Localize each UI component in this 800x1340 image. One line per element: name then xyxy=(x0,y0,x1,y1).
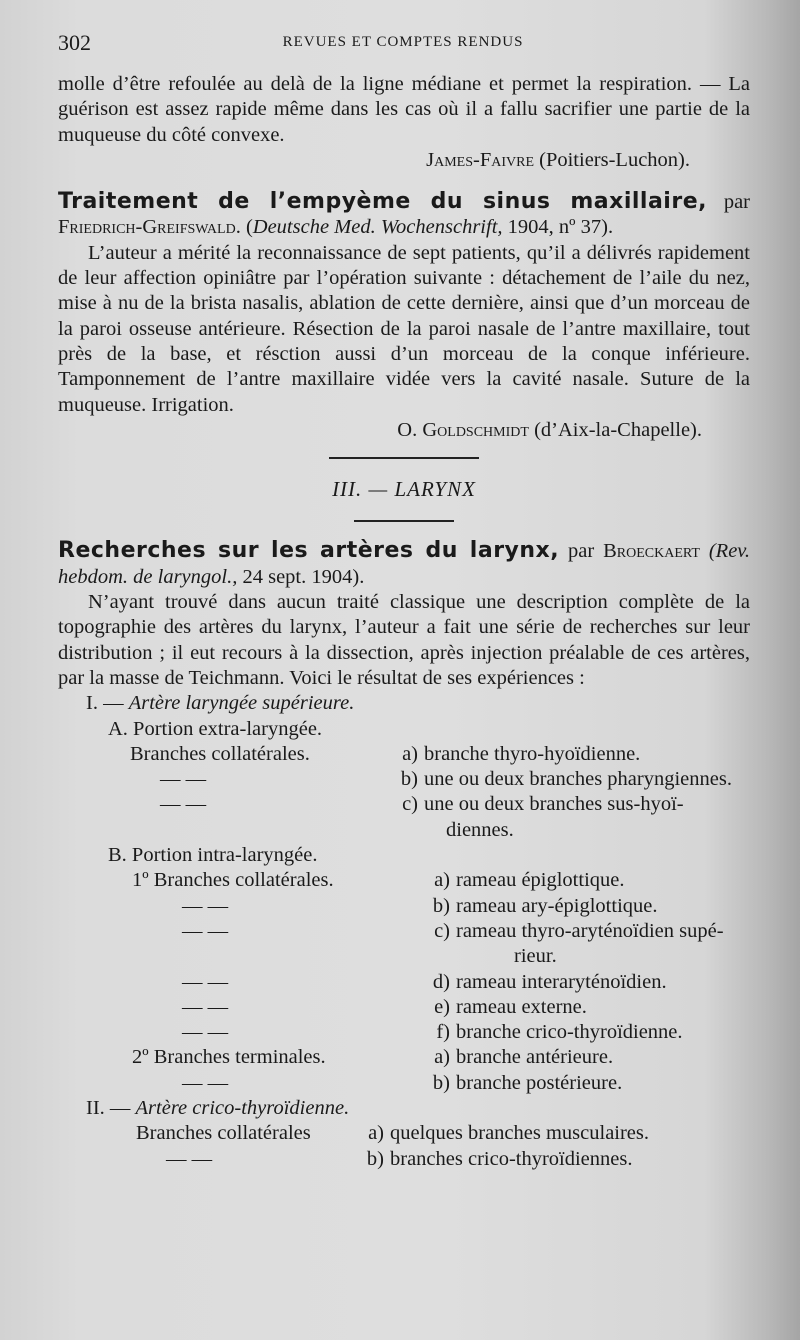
row-letter: c) xyxy=(434,919,450,942)
row-text: quelques branches musculaires. xyxy=(390,1122,650,1145)
list-item xyxy=(58,919,750,944)
row-label: Branches collatérales xyxy=(136,1122,311,1145)
row-label: 2º Branches terminales. xyxy=(132,1046,326,1069)
row-text: rieur. xyxy=(514,945,557,968)
list-item xyxy=(58,868,750,893)
row-label: — — xyxy=(160,768,207,791)
article2-source-rest: 24 sept. 1904). xyxy=(242,565,365,588)
page-body xyxy=(58,72,750,1172)
row-letter: b) xyxy=(400,768,418,791)
artery-outline xyxy=(58,691,750,1172)
article2-journal: (Rev. hebdom. de laryngol., xyxy=(58,540,751,588)
row-text: branches crico-thyroïdiennes. xyxy=(390,1147,633,1170)
article1-body: L’auteur a mérité la reconnaissance de sept patients, qu’il a délivrés rapidement de leur affection opiniâtre par l’opération suivante : détachement de l’aile du nez, mise à nu de la brista nasalis, ablation de cette dernière, ainsi que d’un morceau de la paroi osseuse antérieure. Résection de la paroi nasale de l’antre maxillaire, tout près de la base, et résction aussi d’un morceau de la conque inférieure. Tamponnement de l’antre maxillaire vidée vers la cavité nasale. Suture de la muqueuse. Irrigation. xyxy=(58,241,750,416)
row-text: branche crico-thyroïdienne. xyxy=(456,1021,683,1044)
article2-title: Recherches sur les artères du larynx, xyxy=(58,538,560,564)
row-label: — — xyxy=(182,970,229,993)
article1-by: par xyxy=(723,191,750,214)
list-item xyxy=(58,1121,750,1146)
signature-place: (d’Aix-la-Chapelle). xyxy=(534,418,702,441)
row-label: — — xyxy=(182,894,229,917)
outline-title: Artère laryngée supérieure. xyxy=(128,692,355,715)
signature-name: James-Faivre xyxy=(426,148,534,171)
outline-heading-I xyxy=(58,691,750,716)
divider-rule xyxy=(354,520,454,522)
article2-body: N’ayant trouvé dans aucun traité classique une description complète de la topographie des artères du larynx, l’auteur a fait une série de recherches sur leur distribution ; il eut recours à la dissection, après injection préalable de ces artères, par la masse de Teichmann. Voici le résultat de ses expériences : xyxy=(58,591,750,689)
row-text: branche antérieure. xyxy=(456,1046,614,1069)
row-label: Branches collatérales. xyxy=(130,742,310,765)
outline-number: I. — xyxy=(86,692,124,715)
intro-paragraph: molle d’être refoulée au delà de la ligne médiane et permet la respiration. — La guérison est assez rapide même dans les cas où il a fallu sacrifier une partie de la muqueuse du côté convexe. xyxy=(58,73,750,146)
row-letter: a) xyxy=(434,869,450,892)
article1-source-rest: 1904, nº 37). xyxy=(507,216,614,239)
list-item xyxy=(58,1071,750,1096)
list-item xyxy=(58,818,750,843)
list-item xyxy=(58,792,750,817)
row-letter: e) xyxy=(434,995,450,1018)
row-label xyxy=(130,818,390,843)
signature-initial: O. xyxy=(397,418,418,441)
list-item xyxy=(58,1020,750,1045)
signature-place: (Poitiers-Luchon). xyxy=(539,148,690,171)
article2-author: Broeckaert xyxy=(603,540,700,563)
row-text: diennes. xyxy=(446,818,514,841)
row-letter xyxy=(390,818,424,843)
article1-source-open: ( xyxy=(245,216,253,239)
running-title: REVUES ET COMPTES RENDUS xyxy=(282,34,524,50)
list-item xyxy=(58,1045,750,1070)
row-text: rameau épiglottique. xyxy=(456,869,625,892)
row-label: — — xyxy=(182,995,229,1018)
row-letter: a) xyxy=(434,1046,450,1069)
row-letter: d) xyxy=(432,970,450,993)
signature-name: Goldschmidt xyxy=(422,418,529,441)
row-label xyxy=(132,944,422,969)
article1-journal: Deutsche Med. Wochenschrift, xyxy=(252,216,503,239)
list-item xyxy=(58,742,750,767)
row-label: — — xyxy=(166,1147,213,1170)
row-text: branche postérieure. xyxy=(456,1071,623,1094)
list-item xyxy=(58,894,750,919)
row-text: branche thyro-hyoïdienne. xyxy=(424,742,641,765)
row-text: rameau externe. xyxy=(456,995,587,1018)
intro-signature xyxy=(58,148,750,173)
list-item xyxy=(58,970,750,995)
outline-heading-B: B. Portion intra-laryngée. xyxy=(108,844,318,867)
outline-heading-II xyxy=(58,1096,750,1121)
outline-title: Artère crico-thyroïdienne. xyxy=(135,1096,350,1119)
article1-signature xyxy=(58,418,750,443)
list-item xyxy=(58,1147,750,1172)
article1-author: Friedrich-Greifswald. xyxy=(58,216,241,239)
row-letter: f) xyxy=(436,1021,450,1044)
article2-by: par xyxy=(568,540,595,563)
row-letter: c) xyxy=(402,793,418,816)
row-label: — — xyxy=(182,1071,229,1094)
page-number: 302 xyxy=(58,30,91,55)
list-item xyxy=(58,995,750,1020)
outline-number: II. — xyxy=(86,1096,131,1119)
page-header xyxy=(58,30,748,60)
row-text: une ou deux branches sus-hyoï- xyxy=(424,793,684,816)
article1-title: Traitement de l’empyème du sinus maxillaire, xyxy=(58,189,707,215)
row-label: — — xyxy=(182,919,229,942)
row-letter: b) xyxy=(432,1071,450,1094)
article2-heading xyxy=(58,538,750,590)
row-label: — — xyxy=(160,793,207,816)
row-letter: b) xyxy=(432,894,450,917)
row-text: rameau interaryténoïdien. xyxy=(456,970,667,993)
list-item xyxy=(58,944,750,969)
section-heading: III. — LARYNX xyxy=(332,477,476,502)
row-letter: b) xyxy=(366,1147,384,1170)
outline-heading-A: A. Portion extra-laryngée. xyxy=(108,717,323,740)
row-text: rameau ary-épiglottique. xyxy=(456,894,658,917)
row-text: une ou deux branches pharyngiennes. xyxy=(424,768,732,791)
row-letter: a) xyxy=(402,742,418,765)
row-label: 1º Branches collatérales. xyxy=(132,869,334,892)
row-label: — — xyxy=(182,1021,229,1044)
row-letter xyxy=(422,944,456,969)
row-text: rameau thyro-aryténoïdien supé- xyxy=(456,919,724,942)
list-item xyxy=(58,767,750,792)
divider-rule xyxy=(329,457,479,459)
row-letter: a) xyxy=(368,1122,384,1145)
article1-heading xyxy=(58,189,750,241)
